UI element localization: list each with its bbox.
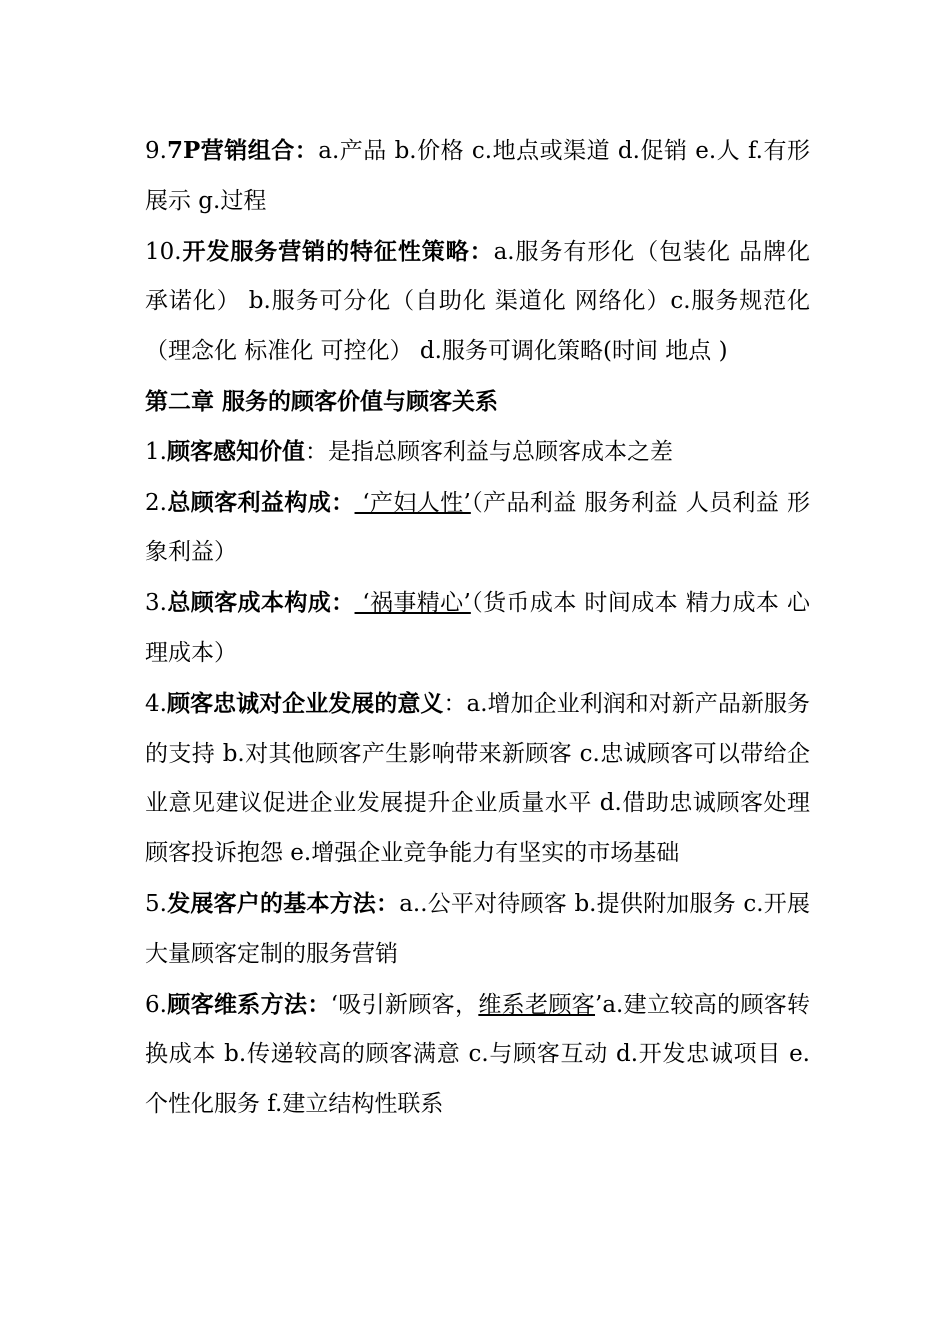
item-mnemonic: ‘祸事精心’ <box>354 590 471 617</box>
item-4 <box>145 679 810 879</box>
item-colon: ： <box>469 237 494 265</box>
chapter-heading: 第二章 服务的顾客价值与顾客关系 <box>145 387 499 415</box>
item-colon: ： <box>331 488 355 516</box>
item-number: 9. <box>145 138 167 164</box>
item-3 <box>145 578 810 679</box>
item-body: （产品利益 服务利益 人员利益 形象利益） <box>145 489 811 566</box>
item-body-pre: ‘吸引新顾客， <box>330 991 479 1018</box>
item-title: 顾客维系方法 <box>166 990 308 1018</box>
item-body: a.产品 b.价格 c.地点或渠道 d.促销 e.人 f.有形展示 g.过程 <box>145 138 810 214</box>
item-number: 1. <box>145 438 167 465</box>
item-title: 7P营销组合 <box>166 137 295 164</box>
item-body-post: ’a.建立较高的顾客转换成本 b.传递较高的顾客满意 c.与顾客互动 d.开发忠诚项目 e.个性化服务 f.建立结构性联系 <box>145 991 811 1118</box>
item-mnemonic: ‘产妇人性’ <box>354 489 471 516</box>
item-colon: ： <box>375 889 400 917</box>
item-1 <box>145 427 810 478</box>
item-number: 3. <box>145 590 167 617</box>
document-page <box>145 126 810 1130</box>
item-title: 发展客户的基本方法 <box>166 889 376 917</box>
item-underlined-phrase: 维系老顾客 <box>478 991 596 1018</box>
item-title: 总顾客利益构成 <box>166 488 332 516</box>
item-10 <box>145 227 810 377</box>
item-5 <box>145 879 810 980</box>
item-9 <box>145 126 810 227</box>
item-colon: ： <box>294 137 319 164</box>
item-title: 开发服务营销的特征性策略 <box>181 237 470 265</box>
item-number: 10. <box>145 238 182 265</box>
item-body: 是指总顾客利益与总顾客成本之差 <box>327 438 673 465</box>
item-6 <box>145 980 810 1130</box>
item-number: 4. <box>145 690 167 717</box>
item-colon: ： <box>331 589 355 617</box>
item-title: 顾客忠诚对企业发展的意义 <box>166 689 444 717</box>
item-title: 顾客感知价值 <box>166 437 305 465</box>
item-colon: ： <box>307 990 331 1018</box>
item-number: 2. <box>145 489 167 516</box>
item-body: （货币成本 时间成本 精力成本 心理成本） <box>145 590 811 666</box>
item-body: a.增加企业利润和对新产品新服务的支持 b.对其他顾客产生影响带来新顾客 c.忠诚顾客可以带给企业意见建议促进企业发展提升企业质量水平 d.借助忠诚顾客处理顾客投诉抱怨 e.增强企业竞争能力有坚实的市场基础 <box>145 690 811 867</box>
item-body: a.服务有形化（包装化 品牌化 承诺化） b.服务可分化（自助化 渠道化 网络化）c.服务规范化（理念化 标准化 可控化） d.服务可调化策略(时间 地点 ) <box>145 238 811 365</box>
item-title: 总顾客成本构成 <box>166 589 332 617</box>
item-number: 5. <box>145 890 167 917</box>
item-body: a..公平对待顾客 b.提供附加服务 c.开展大量顾客定制的服务营销 <box>145 890 811 967</box>
item-number: 6. <box>145 991 167 1018</box>
item-colon: ： <box>443 690 467 717</box>
item-2 <box>145 478 810 579</box>
item-colon: ： <box>304 438 328 465</box>
